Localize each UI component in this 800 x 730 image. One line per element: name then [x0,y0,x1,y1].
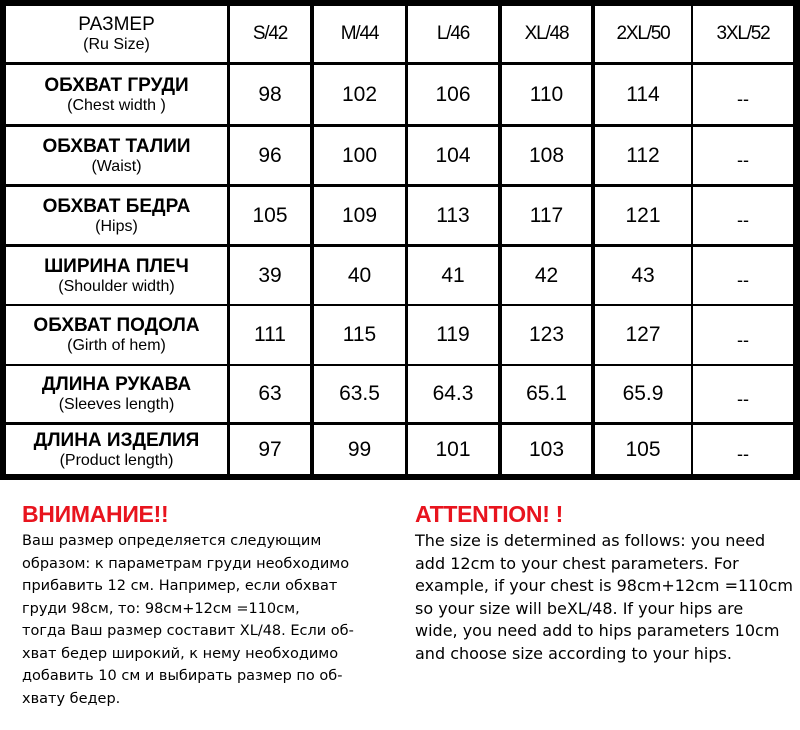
table-value-cell: 40 [314,247,405,304]
header-label-cell [6,6,227,62]
table-value-cell: 104 [408,127,498,184]
attention-text-ru: Ваш размер определяется следующим образом: к параметрам груди необходимо прибавить 12 см. Например, если обхват груди 98см, то: 98см+12см =110см, тогда Ваш размер составит XL/48. Если об- хват бедер широкий, к нему необходимо добавить 10 см и выбирать размер по об- хвату бедер. [22,533,354,707]
row-label-cell [6,187,227,244]
table-value-cell: 119 [408,306,498,364]
attention-title-en: ATTENTION! ! [415,501,564,527]
table-value-cell: 98 [230,65,310,124]
table-value-cell: 115 [314,306,405,364]
size-header-cell: L/46 [408,6,498,62]
table-value-cell: 121 [595,187,691,244]
table-value-cell: 97 [230,425,310,474]
row-label-en: (Product length) [59,451,174,469]
row-label-en: (Hips) [95,217,138,235]
table-value-cell: 63.5 [314,366,405,422]
row-label-en: (Sleeves length) [58,396,175,413]
table-value-cell: 99 [314,425,405,474]
row-label-cell [6,366,227,422]
row-label-en: (Chest width ) [67,96,166,114]
row-label-ru: ОБХВАТ ПОДОЛА [33,315,200,336]
table-value-cell: 39 [230,247,310,304]
row-label-en: (Shoulder width) [58,277,175,295]
table-value-cell: -- [693,306,793,364]
table-value-cell: 113 [408,187,498,244]
table-value-cell: 102 [314,65,405,124]
size-header-cell: 2XL/50 [595,6,691,62]
table-value-cell: 100 [314,127,405,184]
size-header-cell: M/44 [314,6,405,62]
table-value-cell: 43 [595,247,691,304]
size-header-cell: S/42 [230,6,310,62]
table-value-cell: -- [693,425,793,474]
row-label-en: (Girth of hem) [67,337,166,354]
table-value-cell: -- [693,366,793,422]
table-value-cell: 108 [502,127,591,184]
row-label-ru: ОБХВАТ ТАЛИИ [42,135,191,157]
table-value-cell: 101 [408,425,498,474]
header-label-en: (Ru Size) [83,36,150,53]
table-value-cell: 112 [595,127,691,184]
size-header-cell: 3XL/52 [693,6,793,62]
table-value-cell: 105 [230,187,310,244]
table-value-cell: -- [693,247,793,304]
header-label-ru: РАЗМЕР [78,14,155,35]
table-value-cell: 65.9 [595,366,691,422]
table-value-cell: 127 [595,306,691,364]
table-value-cell: 103 [502,425,591,474]
table-value-cell: 123 [502,306,591,364]
table-value-cell: 111 [230,306,310,364]
table-value-cell: 117 [502,187,591,244]
table-value-cell: -- [693,127,793,184]
table-value-cell: 96 [230,127,310,184]
table-value-cell: 106 [408,65,498,124]
table-value-cell: 110 [502,65,591,124]
row-label-ru: ОБХВАТ БЕДРА [42,195,191,217]
row-label-ru: ДЛИНА РУКАВА [41,374,192,395]
table-value-cell: -- [693,187,793,244]
attention-text-en: The size is determined as follows: you need add 12cm to your chest parameters. For example, if your chest is 98cm+12cm =110cm so your size will beXL/48. If your hips are wide, you need add to hips parameters 10cm and choose size according to your hips. [415,531,793,663]
table-value-cell: 64.3 [408,366,498,422]
row-label-cell [6,306,227,364]
row-label-cell [6,65,227,124]
row-label-ru: ШИРИНА ПЛЕЧ [44,255,189,277]
row-label-cell [6,127,227,184]
table-value-cell: 41 [408,247,498,304]
attention-title-ru: ВНИМАНИЕ!! [22,501,169,527]
row-label-ru: ОБХВАТ ГРУДИ [44,74,189,96]
table-value-cell: 42 [502,247,591,304]
table-value-cell: -- [693,65,793,124]
size-header-cell: XL/48 [502,6,591,62]
table-value-cell: 109 [314,187,405,244]
row-label-cell [6,425,227,474]
row-label-en: (Waist) [91,157,142,175]
row-label-ru: ДЛИНА ИЗДЕЛИЯ [33,429,200,451]
row-label-cell [6,247,227,304]
table-value-cell: 105 [595,425,691,474]
table-value-cell: 63 [230,366,310,422]
table-value-cell: 114 [595,65,691,124]
table-value-cell: 65.1 [502,366,591,422]
